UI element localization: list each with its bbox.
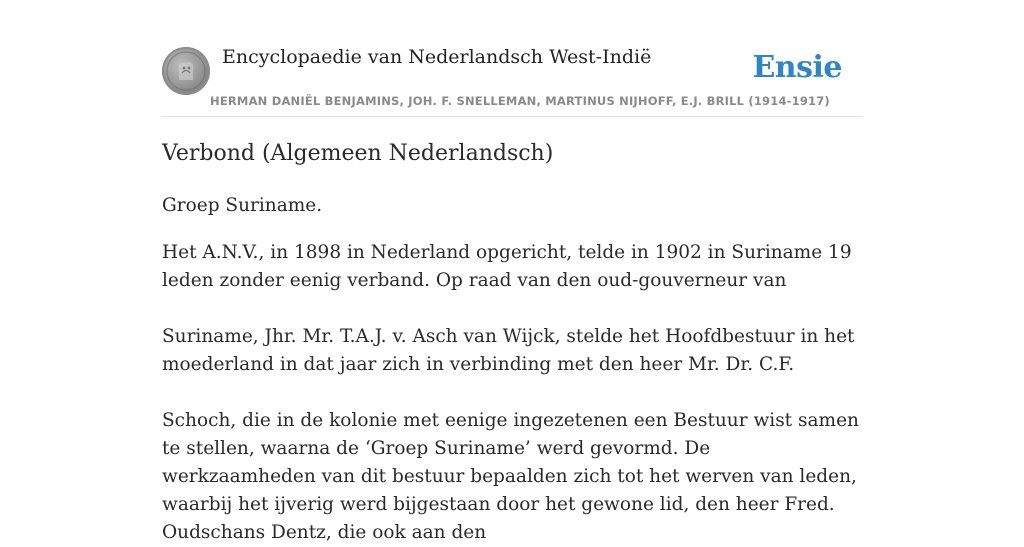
authors-line: HERMAN DANIËL BENJAMINS, JOH. F. SNELLEMAN, MARTINUS NIJHOFF, E.J. BRILL (1914-1917) [210,94,830,108]
site-title[interactable]: Encyclopaedie van Nederlandsch West-Indië [222,46,652,68]
article-paragraph: Schoch, die in de kolonie met eenige ingezetenen een Bestuur wist samen te stellen, waarna de ‘Groep Suriname’ werd gevormd. De werkzaamheden van dit bestuur bepaalden zich tot het werven van leden, waarbij het ijverig werd bijgestaan door het gewone lid, den heer Fred. Oudschans Dentz, die ook aan den [162,410,859,543]
article-title: Verbond (Algemeen Nederlandsch) [162,141,554,166]
site-header [162,46,862,117]
article-content [162,138,862,547]
coin-emblem-graphic [162,47,210,95]
brand-logo[interactable]: Ensie [752,50,842,85]
coin-seal-icon[interactable] [162,47,210,95]
article-paragraph: Suriname, Jhr. Mr. T.A.J. v. Asch van Wijck, stelde het Hoofdbestuur in het moederland in dat jaar zich in verbinding met den heer Mr. Dr. C.F. [162,326,855,375]
article-paragraph: Het A.N.V., in 1898 in Nederland opgericht, telde in 1902 in Suriname 19 leden zonder eenig verband. Op raad van den oud-gouverneur van [162,242,852,291]
article-paragraph: Groep Suriname. [162,195,323,216]
